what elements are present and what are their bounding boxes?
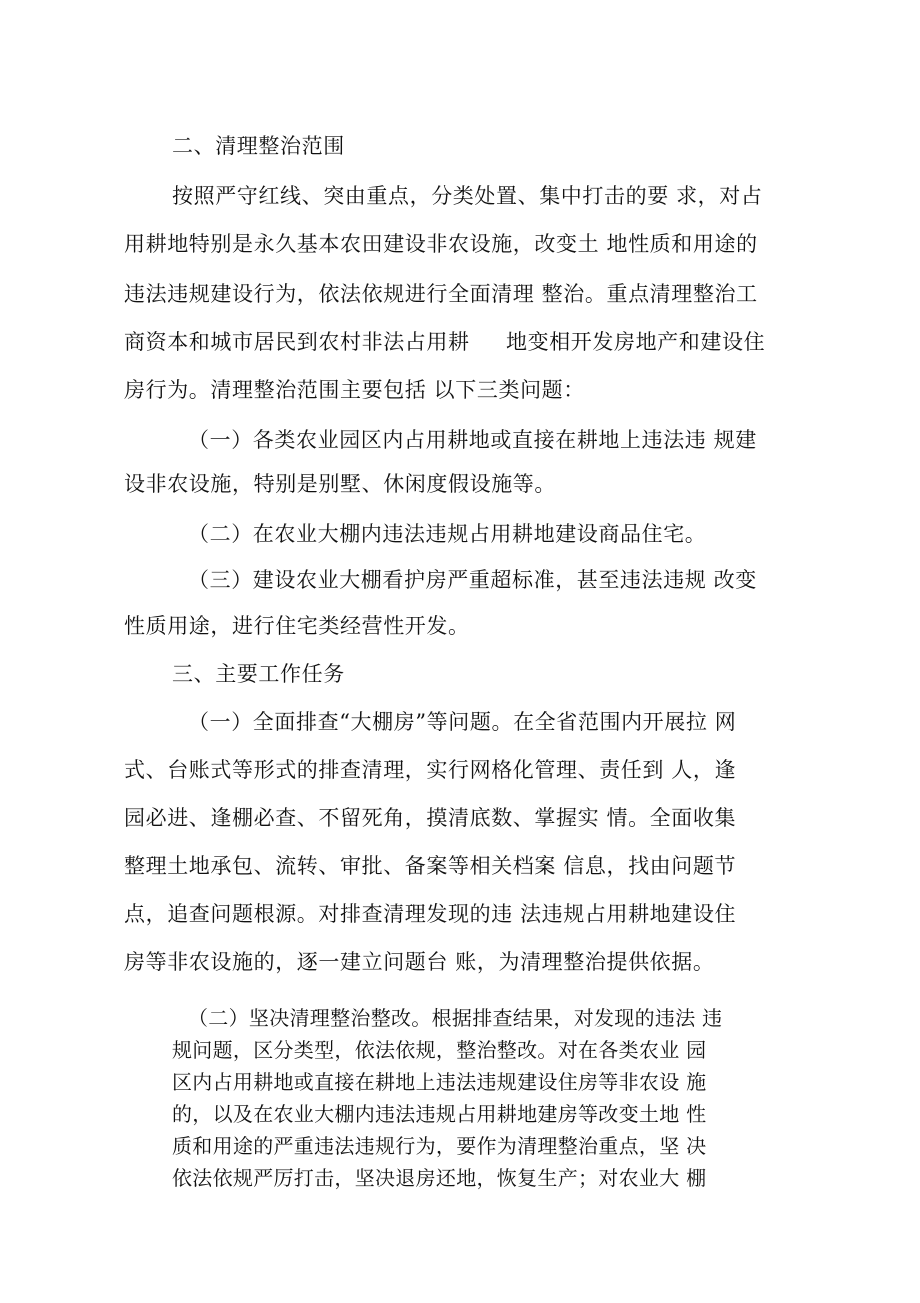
paragraph-line: 园必进、逢棚必查、不留死角，摸清底数、掌握实 情。全面收集: [124, 806, 737, 830]
paragraph-line: 按照严守红线、突由重点，分类处置、集中打击的要 求，对占: [172, 184, 763, 208]
paragraph-line: 的，以及在农业大棚内违法违规占用耕地建房等改变土地 性: [172, 1102, 707, 1126]
list-item-line: （三）建设农业大棚看护房严重超标准，甚至违法违规 改变: [188, 568, 757, 592]
list-item-line: （二）在农业大棚内违法违规占用耕地建设商品住宅。: [188, 522, 707, 546]
paragraph-line: 点，追查问题根源。对排查清理发现的违 法违规占用耕地建设住: [124, 902, 737, 926]
paragraph-line: 违法违规建设行为，依法依规进行全面清理 整治。重点清理整治工: [124, 282, 758, 306]
paragraph-line: 商资本和城市居民到农村非法占用耕 地变相开发房地产和建设住: [124, 330, 766, 354]
list-item-line: 性质用途，进行住宅类经营性开发。: [124, 614, 470, 638]
paragraph-line: 规问题，区分类型，依法依规，整治整改。对在各类农业 园: [172, 1038, 707, 1062]
paragraph-line: 依法依规严厉打击，坚决退房还地，恢复生产；对农业大 棚: [172, 1166, 707, 1190]
paragraph-line: 用耕地特别是永久基本农田建设非农设施，改变土 地性质和用途的: [124, 232, 758, 256]
paragraph-line: 房等非农设施的，逐一建立问题台 账，为清理整治提供依据。: [124, 950, 715, 974]
paragraph-line: （二）坚决清理整治整改。根据排查结果，对发现的违法 违: [188, 1006, 723, 1030]
list-item-line: （一）各类农业园区内占用耕地或直接在耕地上违法违 规建: [188, 428, 757, 452]
paragraph-line: （一）全面排查“大棚房”等问题。在全省范围内开展拉 网: [188, 710, 737, 734]
paragraph-line: 整理土地承包、流转、审批、备案等相关档案 信息，找由问题节: [124, 854, 737, 878]
list-item-line: 设非农设施，特别是别墅、休闲度假设施等。: [124, 472, 556, 496]
section-heading: 二、清理整治范围: [172, 134, 345, 158]
paragraph-line: 式、台账式等形式的排查清理，实行网格化管理、责任到 人，逢: [124, 758, 737, 782]
paragraph-line: 房行为。清理整治范围主要包括 以下三类问题：: [124, 378, 585, 402]
paragraph-line: 质和用途的严重违法违规行为，要作为清理整治重点，坚 决: [172, 1134, 707, 1158]
section-heading: 三、主要工作任务: [172, 662, 345, 686]
paragraph-line: 区内占用耕地或直接在耕地上违法违规建设住房等非农设 施: [172, 1070, 707, 1094]
